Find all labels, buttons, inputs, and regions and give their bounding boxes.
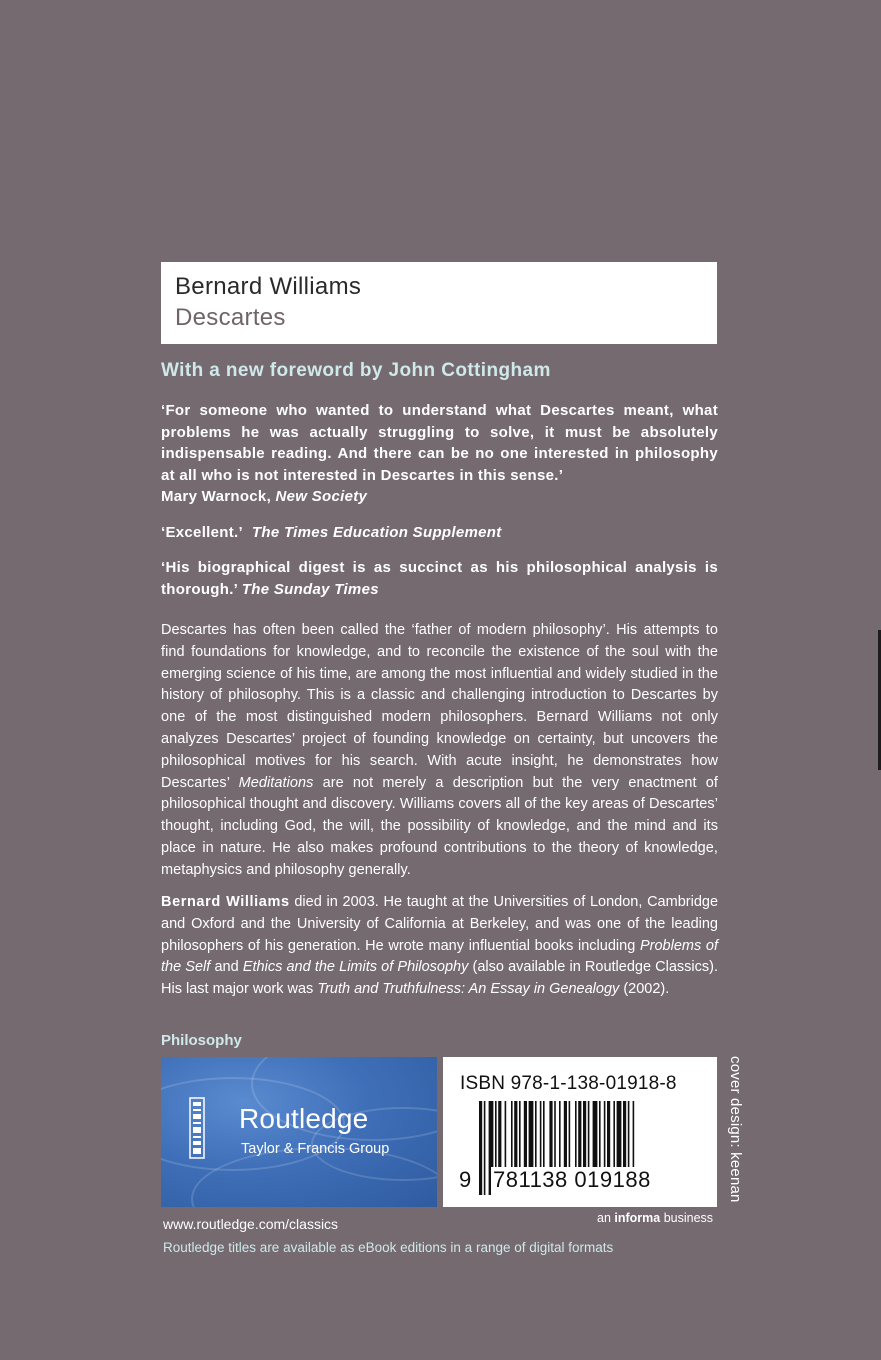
informa-prefix: an bbox=[597, 1211, 611, 1225]
title-box bbox=[161, 262, 717, 344]
informa-suffix: business bbox=[663, 1211, 714, 1225]
author-name: Bernard Williams bbox=[175, 273, 362, 300]
routledge-logo-icon bbox=[189, 1097, 205, 1159]
quote-2-text: ‘Excellent.’ bbox=[161, 523, 243, 541]
ebook-note: Routledge titles are available as eBook editions in a range of digital formats bbox=[163, 1240, 614, 1255]
quote-3 bbox=[161, 557, 718, 600]
barcode-digits: 781138 019188 bbox=[491, 1167, 691, 1197]
quote-1-author: Mary Warnock, bbox=[161, 488, 272, 505]
bio-book-2: Ethics and the Limits of Philosophy bbox=[242, 959, 469, 976]
quote-2 bbox=[161, 522, 718, 544]
bio-text-3: (2002). bbox=[623, 981, 670, 998]
quote-2-source: The Times Education Supplement bbox=[251, 523, 502, 541]
author-bio bbox=[161, 892, 718, 1001]
publisher-name: Routledge bbox=[239, 1103, 369, 1134]
description-text-2: are not merely a description but the very enactment of philosophical thought and discovery. Williams covers all of the key areas of Descartes’ thought, including God, the will, the possibility of knowledge, and the mind and its place in nature. He also makes profound contributions to the theory of knowledge, metaphysics and philosophy generally. bbox=[161, 774, 718, 878]
quote-3-source: The Sunday Times bbox=[241, 580, 379, 598]
bio-text-2: (also available in Routledge Classics). His last major work was bbox=[161, 959, 719, 998]
quote-1-source: New Society bbox=[275, 488, 368, 505]
informa-tagline bbox=[597, 1211, 713, 1225]
quote-1-text: ‘For someone who wanted to understand what Descartes meant, what problems he was actually struggling to solve, it must be absolutely indispensable reading. And there can be no one interested in philosophy at all who is not interested in Descartes in this sense.’ bbox=[161, 402, 718, 484]
bio-book-3: Truth and Truthfulness: An Essay in Genealogy bbox=[317, 981, 620, 998]
barcode-panel bbox=[443, 1057, 717, 1207]
foreword-line: With a new foreword by John Cottingham bbox=[161, 360, 551, 381]
barcode-bar bbox=[479, 1101, 482, 1195]
publisher-url[interactable]: www.routledge.com/classics bbox=[163, 1216, 339, 1232]
bio-text-1: died in 2003. He taught at the Universities of London, Cambridge and Oxford and the University of California at Berkeley, and was one of the leading philosophers of his generation. He wrote many influential books including bbox=[161, 894, 719, 954]
informa-brand: informa bbox=[614, 1211, 661, 1225]
barcode-first-digit: 9 bbox=[459, 1167, 472, 1192]
cover-design-credit bbox=[722, 1056, 746, 1211]
publisher-group: Taylor & Francis Group bbox=[241, 1141, 390, 1157]
book-title: Descartes bbox=[175, 304, 286, 331]
description-text-1: Descartes has often been called the ‘father of modern philosophy’. His attempts to find foundations for knowledge, and to reconcile the existence of the soul with the emerging science of his time, are among the most influential and widely studied in the history of philosophy. This is a classic and challenging introduction to Descartes by one of the most distinguished modern philosophers. Bernard Williams not only analyzes Descartes’ project of founding knowledge on certainty, but uncovers the philosophical motives for his search. With acute insight, he demonstrates how Descartes’ bbox=[161, 622, 718, 791]
subject-category: Philosophy bbox=[161, 1032, 242, 1049]
isbn-label: ISBN 978-1-138-01918-8 bbox=[460, 1073, 677, 1094]
review-quotes bbox=[161, 400, 718, 600]
description-italic: Meditations bbox=[238, 774, 314, 791]
publisher-logo-panel bbox=[161, 1057, 437, 1207]
bio-book-1: Problems of the Self bbox=[161, 937, 718, 976]
quote-1 bbox=[161, 400, 718, 508]
bio-name: Bernard Williams bbox=[161, 894, 290, 910]
description-paragraph bbox=[161, 620, 718, 882]
barcode-bar bbox=[484, 1101, 486, 1195]
cover-design-text: cover design: keenan bbox=[727, 1056, 744, 1203]
bio-and: and bbox=[214, 959, 239, 976]
quote-3-text: ‘His biographical digest is as succinct as his philosophical analysis is thorough.’ bbox=[161, 559, 718, 598]
